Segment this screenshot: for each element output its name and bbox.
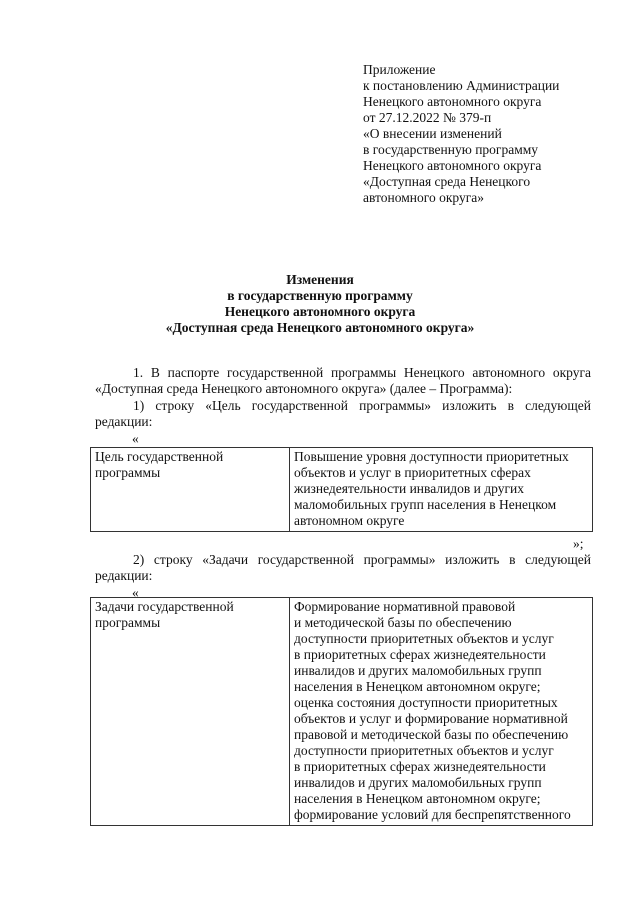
appendix-line: от 27.12.2022 № 379-п — [363, 110, 492, 125]
appendix-line: «О внесении изменений — [363, 126, 502, 141]
tasks-table — [90, 597, 593, 826]
table-row — [91, 448, 593, 532]
goal-table — [90, 447, 593, 532]
appendix-line: «Доступная среда Ненецкого — [363, 174, 531, 189]
title-line: в государственную программу — [227, 288, 413, 303]
open-quote: « — [132, 431, 139, 446]
appendix-block — [363, 62, 613, 206]
paragraph-1: 1. В паспорте государственной программы Ненецкого автономного округа «Доступная среда Ненецкого автономного округа» (далее – Программа): — [95, 365, 591, 396]
appendix-line: Ненецкого автономного округа — [363, 94, 542, 109]
tasks-value-cell: Формирование нормативной правовой и методической базы по обеспечению доступности приоритетных объектов и услуг в приоритетных сферах жизнедеятельности инвалидов и других маломобильных групп населения в Ненецком автономном округе; оценка состояния доступности приоритетных объектов и услуг и формирование нормативной правовой и методической базы по обеспечению доступности приоритетных объектов и услуг в приоритетных сферах жизнедеятельности инвалидов и других маломобильных групп населения в Ненецком автономном округе; формирование условий для беспрепятственного — [290, 598, 593, 826]
paragraph-2: 1) строку «Цель государственной программы» изложить в следующей редакции: — [95, 398, 591, 429]
appendix-line: автономного округа» — [363, 190, 484, 205]
goal-value-cell: Повышение уровня доступности приоритетных объектов и услуг в приоритетных сферах жизнедеятельности инвалидов и других маломобильных групп населения в Ненецком автономном округе — [290, 448, 593, 532]
paragraph-3: 2) строку «Задачи государственной программы» изложить в следующей редакции: — [95, 552, 591, 583]
appendix-line: в государственную программу — [363, 142, 539, 157]
document-title — [0, 272, 640, 336]
title-line: Изменения — [286, 272, 354, 287]
appendix-line: к постановлению Администрации — [363, 78, 560, 93]
appendix-line: Приложение — [363, 62, 436, 77]
open-quote: « — [132, 585, 139, 600]
title-line: «Доступная среда Ненецкого автономного округа» — [165, 320, 475, 335]
table-row — [91, 598, 593, 826]
appendix-line: Ненецкого автономного округа — [363, 158, 542, 173]
tasks-label-cell: Задачи государственной программы — [91, 598, 290, 826]
goal-label-cell: Цель государственной программы — [91, 448, 290, 532]
close-quote: »; — [573, 536, 584, 551]
title-line: Ненецкого автономного округа — [224, 304, 416, 319]
